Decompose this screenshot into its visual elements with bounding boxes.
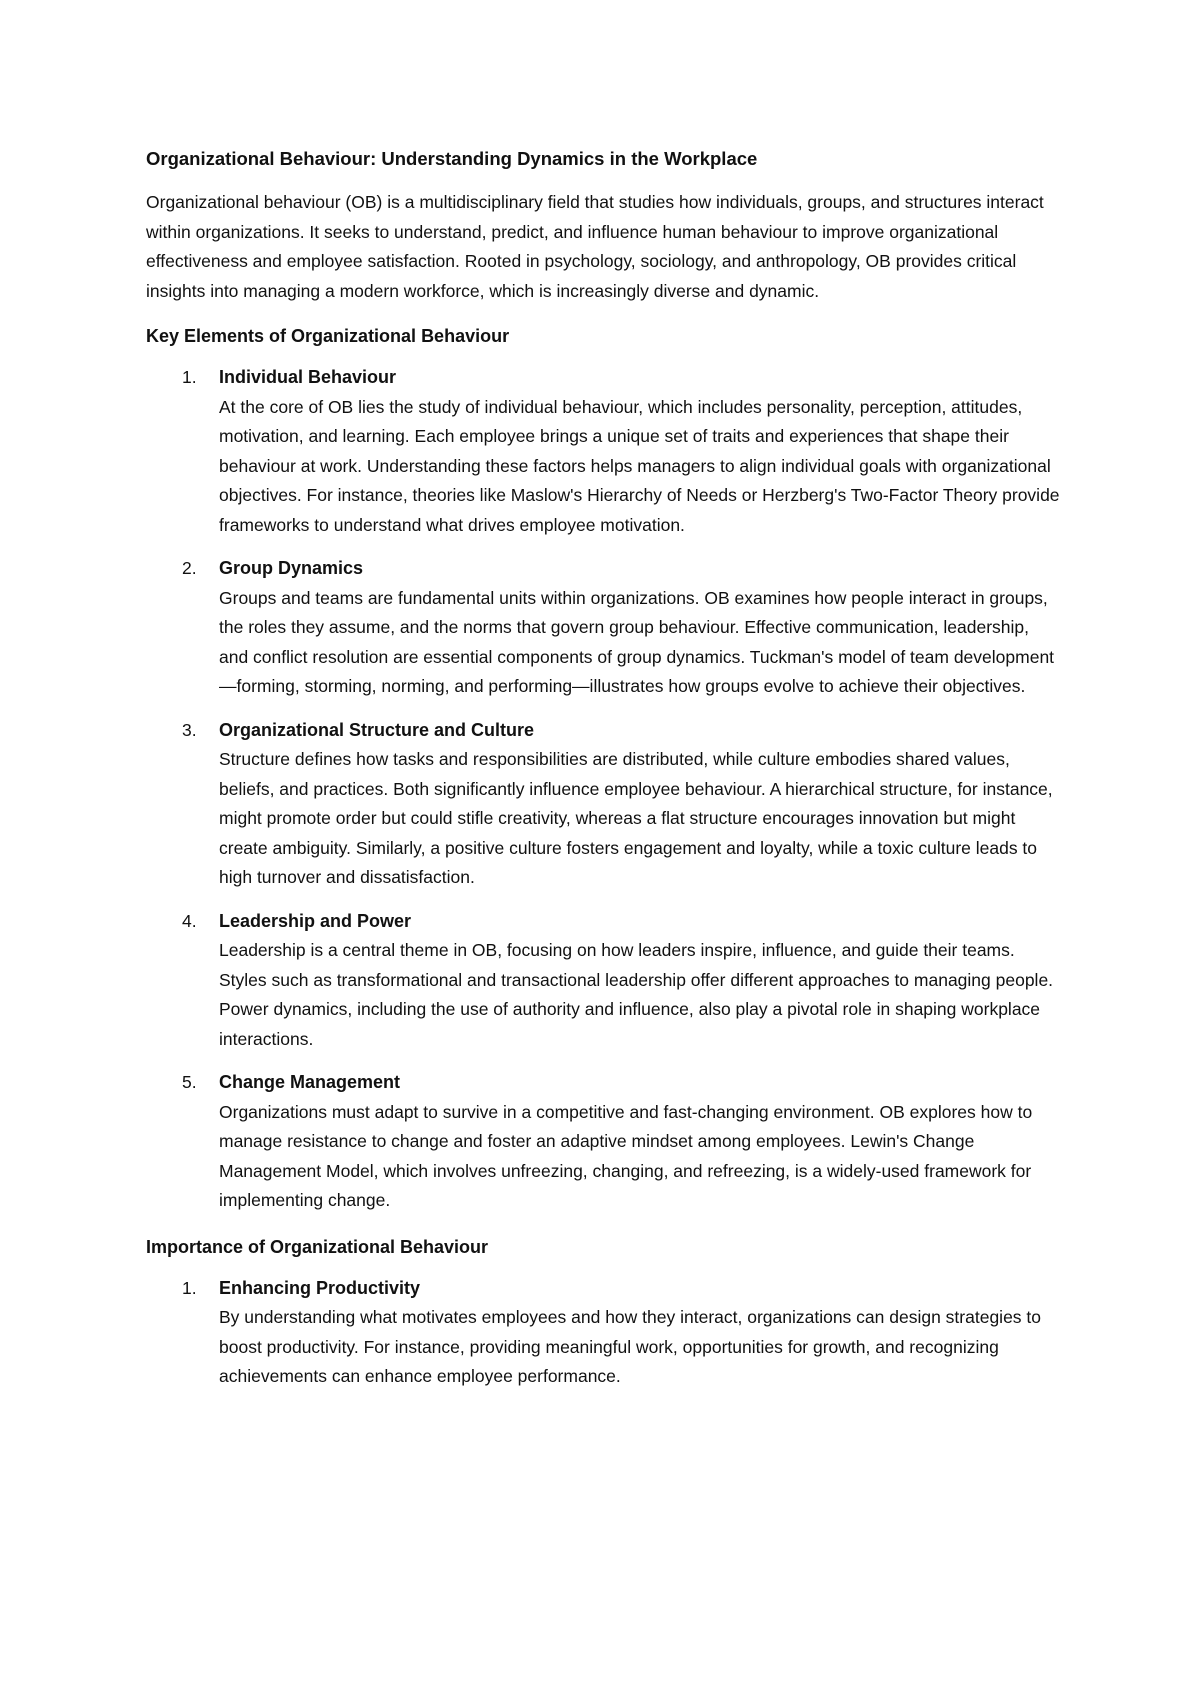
list-item [146,1274,1062,1392]
section-heading-importance: Importance of Organizational Behaviour [146,1236,489,1257]
document-title: Organizational Behaviour: Understanding Dynamics in the Workplace [146,148,758,169]
list-item-title: Individual Behaviour [219,367,397,387]
list-item-title: Group Dynamics [219,558,364,578]
list-item [146,363,1062,540]
intro-paragraph: Organizational behaviour (OB) is a multidisciplinary field that studies how individuals, groups, and structures interact within organizations. It seeks to understand, predict, and influence human behaviour to improve organizational effectiveness and employee satisfaction. Rooted in psychology, sociology, and anthropology, OB provides critical insights into managing a modern workforce, which is increasingly diverse and dynamic. [146,192,1044,301]
list-item-title: Leadership and Power [219,910,412,931]
importance-list [146,1274,1062,1392]
list-item-number: 1. [182,367,197,387]
list-item-number: 2. [182,558,197,578]
list-item-body: Organizations must adapt to survive in a competitive and fast-changing environment. OB explores how to manage resistance to change and foster an adaptive mindset among employees. Lewin's Change Management Model, which involves unfreezing, changing, and refreezing, is a widely-used framework for implementing change. [219,1101,1033,1210]
list-item-number: 1. [182,1277,197,1298]
list-item [146,554,1062,702]
list-item-number: 5. [182,1072,197,1092]
section-heading-key-elements: Key Elements of Organizational Behaviour [146,326,510,346]
list-item-title: Enhancing Productivity [219,1277,421,1298]
key-elements-list [146,363,1062,1216]
list-item [146,1068,1062,1216]
document-body [146,146,1062,1406]
list-item [146,716,1062,893]
list-item-body: Groups and teams are fundamental units within organizations. OB examines how people interact in groups, the roles they assume, and the norms that govern group behaviour. Effective communication, leadership, and conflict resolution are essential components of group dynamics. Tuckman's model of team development—forming, storming, norming, and performing—illustrates how groups evolve to achieve their objectives. [219,587,1055,696]
list-item-body: At the core of OB lies the study of individual behaviour, which includes personality, perception, attitudes, motivation, and learning. Each employee brings a unique set of traits and experiences that shape their behaviour at work. Understanding these factors helps managers to align individual goals with organizational objectives. For instance, theories like Maslow's Hierarchy of Needs or Herzberg's Two-Factor Theory provide frameworks to understand what drives employee motivation. [219,396,1060,535]
list-item-title: Organizational Structure and Culture [219,719,535,740]
list-item-title: Change Management [219,1072,401,1092]
list-item [146,907,1062,1055]
list-item-number: 4. [182,910,197,931]
list-item-number: 3. [182,719,197,740]
list-item-body: Structure defines how tasks and responsibilities are distributed, while culture embodies shared values, beliefs, and practices. Both significantly influence employee behaviour. A hierarchical structure, for instance, might promote order but could stifle creativity, whereas a flat structure encourages innovation but might create ambiguity. Similarly, a positive culture fosters engagement and loyalty, while a toxic culture leads to high turnover and dissatisfaction. [219,749,1053,887]
list-item-body: Leadership is a central theme in OB, focusing on how leaders inspire, influence, and guide their teams. Styles such as transformational and transactional leadership offer different approaches to managing people. Power dynamics, including the use of authority and influence, also play a pivotal role in shaping workplace interactions. [219,940,1054,1049]
list-item-body: By understanding what motivates employees and how they interact, organizations can design strategies to boost productivity. For instance, providing meaningful work, opportunities for growth, and recognizing achievements can enhance employee performance. [219,1307,1042,1386]
